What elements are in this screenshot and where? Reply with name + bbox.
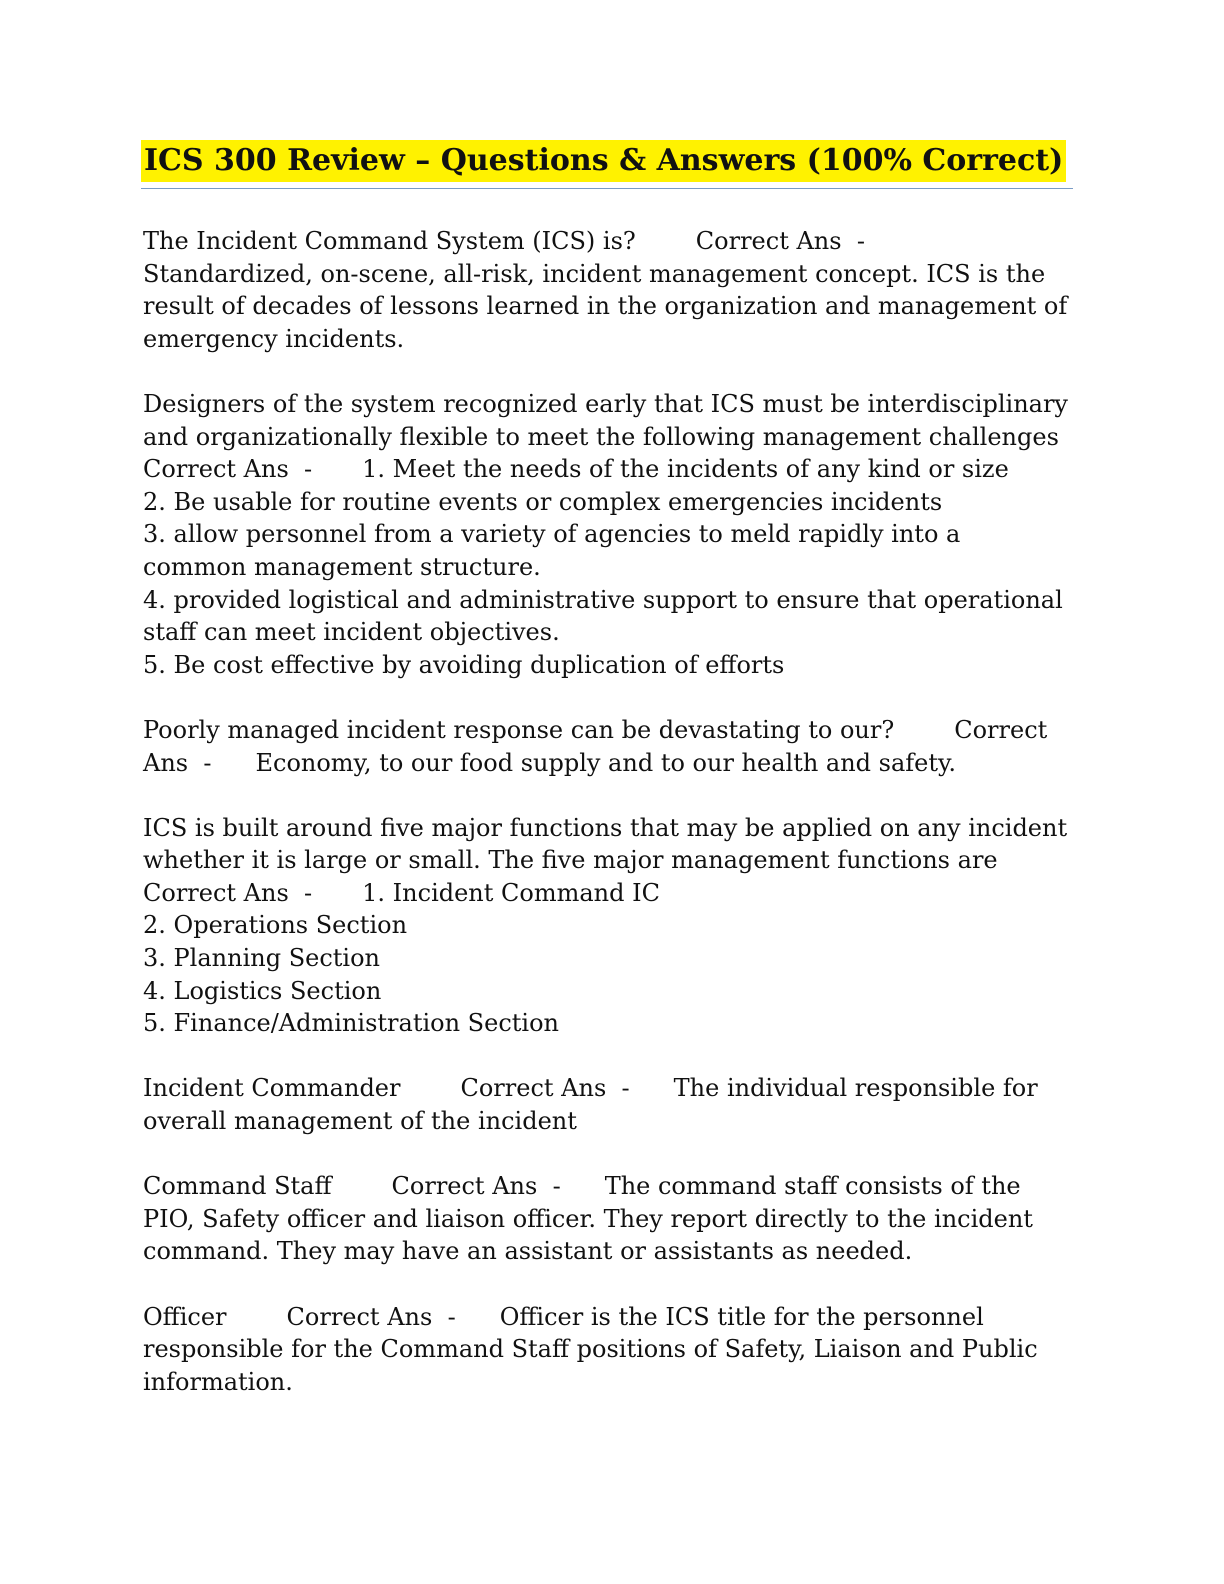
qa-line (143, 747, 1083, 780)
question-text: Incident Commander (143, 1074, 401, 1103)
answer-line: result of decades of lessons learned in the organization and management of (143, 292, 1068, 321)
question-text: Poorly managed incident response can be devastating to our? (143, 715, 895, 744)
answer-line: 4. Logistics Section (143, 976, 382, 1005)
answer-line: information. (143, 1367, 293, 1396)
answer-line: Standardized, on-scene, all-risk, incident management concept. ICS is the (143, 259, 1046, 288)
question-text: The Incident Command System (ICS) is? (143, 227, 636, 255)
qa-item (143, 1301, 1083, 1399)
qa-item (143, 812, 1083, 1040)
answer-marker: Correct Ans - (286, 1302, 456, 1331)
answer-text: The individual responsible for (673, 1074, 1038, 1103)
answer-line: PIO, Safety officer and liaison officer. They report directly to the incident (143, 1204, 1033, 1233)
answer-marker: Correct (954, 715, 1048, 744)
answer-line: common management structure. (143, 552, 541, 581)
qa-item (143, 1072, 1083, 1137)
answer-text: Economy, to our food supply and to our health and safety. (255, 748, 957, 777)
question-line: ICS is built around five major functions that may be applied on any incident (143, 813, 1068, 842)
qa-line (143, 1072, 1083, 1105)
answer-marker: Correct Ans - (391, 1172, 561, 1201)
qa-item (143, 388, 1083, 681)
answer-text: 1. Meet the needs of the incidents of any kind or size (362, 455, 1009, 484)
answer-line: command. They may have an assistant or assistants as needed. (143, 1237, 913, 1266)
answer-line: 3. allow personnel from a variety of agencies to meld rapidly into a (143, 520, 961, 549)
answer-text: The command staff consists of the (604, 1172, 1021, 1201)
question-line: Designers of the system recognized early that ICS must be interdisciplinary (143, 389, 1068, 418)
answer-line: 4. provided logistical and administrative support to ensure that operational (143, 585, 1063, 614)
qa-item (143, 1170, 1083, 1268)
answer-line: responsible for the Command Staff positions of Safety, Liaison and Public (143, 1335, 1038, 1364)
answer-marker: Ans - (143, 748, 212, 777)
answer-text: Officer is the ICS title for the personnel (499, 1302, 984, 1331)
answer-line: staff can meet incident objectives. (143, 618, 560, 647)
question-line: whether it is large or small. The five major management functions are (143, 846, 998, 875)
answer-marker: Correct Ans - (695, 227, 865, 255)
qa-line (143, 877, 1083, 910)
qa-line (143, 1170, 1083, 1203)
qa-content (143, 225, 1083, 1431)
question-text: Command Staff (143, 1172, 332, 1201)
answer-line: 5. Finance/Administration Section (143, 1009, 559, 1038)
title-block (141, 140, 1073, 189)
document-title: ICS 300 Review – Questions & Answers (100% Correct) (141, 140, 1066, 182)
question-text: Officer (143, 1302, 227, 1331)
answer-line: 5. Be cost effective by avoiding duplication of efforts (143, 650, 785, 679)
question-line: and organizationally flexible to meet the following management challenges (143, 422, 1059, 451)
answer-marker: Correct Ans - (143, 455, 313, 484)
answer-marker: Correct Ans - (143, 878, 313, 907)
qa-line (143, 225, 1083, 258)
answer-line: 2. Be usable for routine events or complex emergencies incidents (143, 487, 943, 516)
qa-item (143, 225, 1083, 355)
qa-line (143, 1301, 1083, 1334)
answer-line: 3. Planning Section (143, 944, 381, 973)
answer-text: 1. Incident Command IC (362, 878, 660, 907)
qa-item (143, 714, 1083, 779)
qa-line (143, 714, 1083, 747)
answer-marker: Correct Ans - (460, 1074, 630, 1103)
qa-line (143, 453, 1083, 486)
answer-line: overall management of the incident (143, 1107, 577, 1136)
answer-line: 2. Operations Section (143, 911, 408, 940)
answer-line: emergency incidents. (143, 324, 405, 353)
